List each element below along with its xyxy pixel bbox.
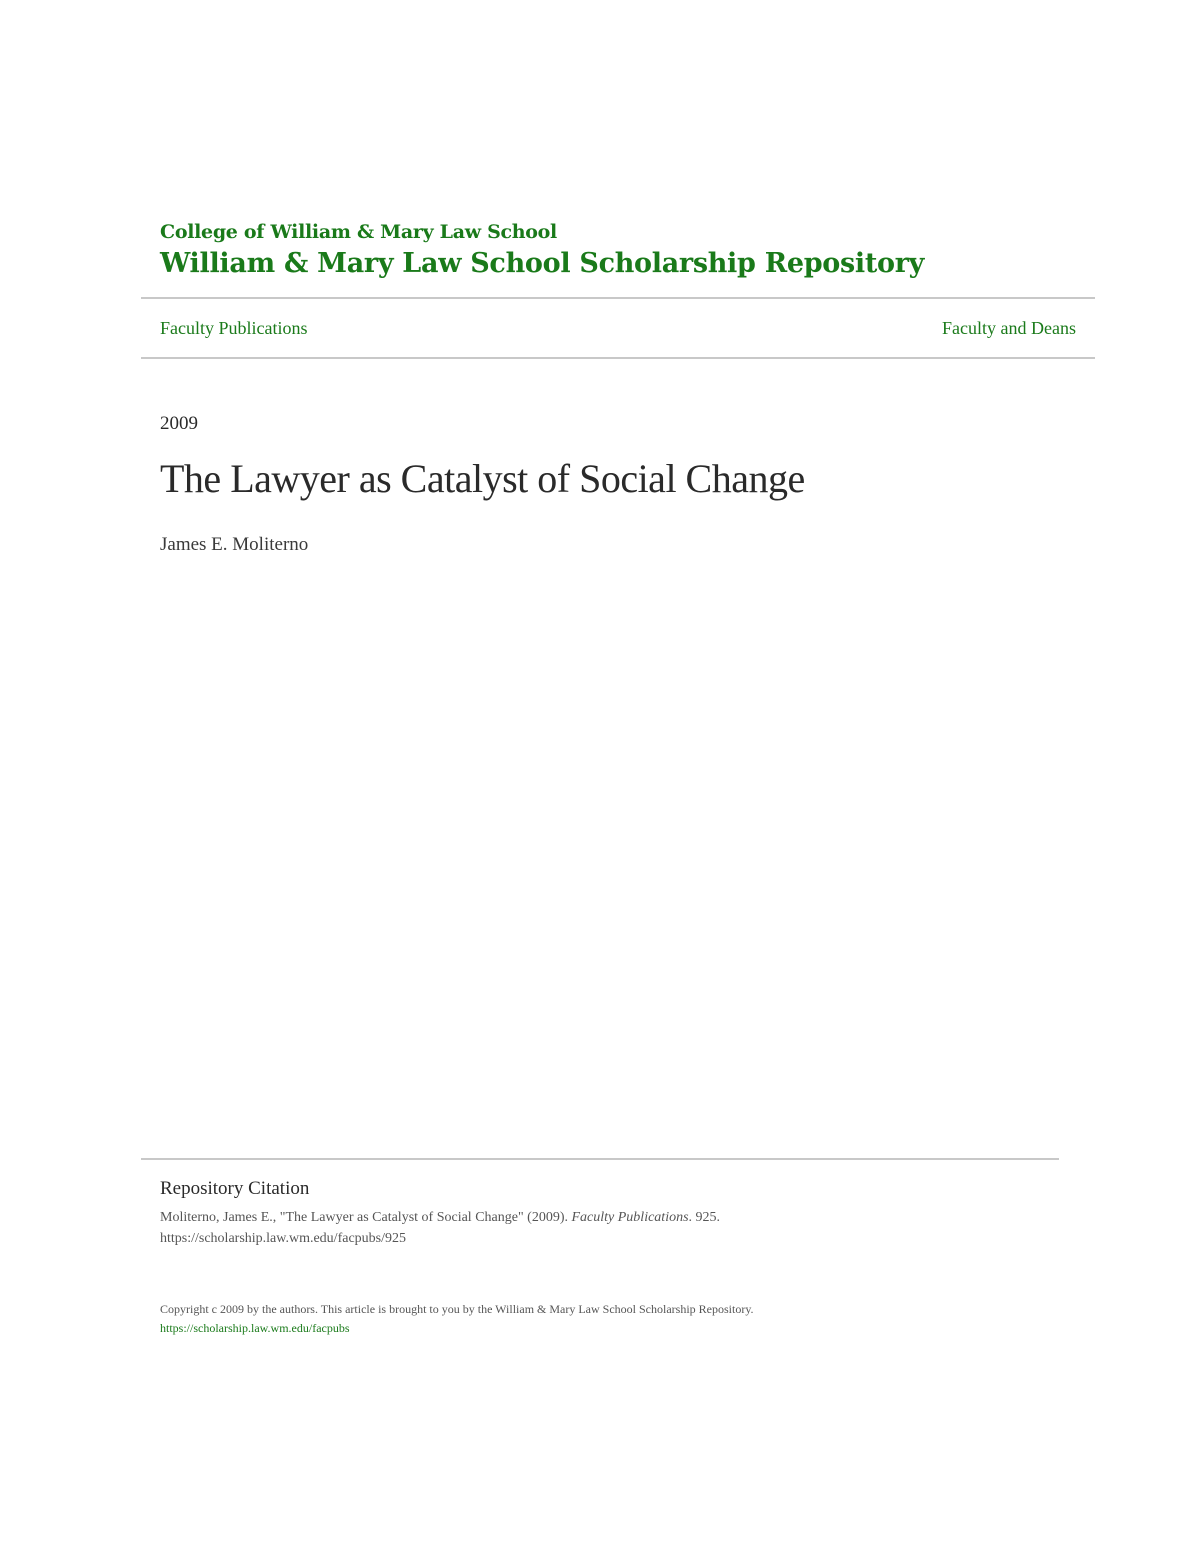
article-title: The Lawyer as Catalyst of Social Change [160,456,805,501]
article-author: James E. Moliterno [160,534,309,555]
citation-journal: Faculty Publications [571,1210,689,1225]
nav-divider [141,357,1095,359]
citation-divider [141,1158,1059,1160]
copyright-block [160,1300,1060,1338]
faculty-publications-link[interactable]: Faculty Publications [160,318,308,338]
college-name[interactable]: College of William & Mary Law School [160,221,557,243]
repository-header [160,220,924,282]
citation-text: Moliterno, James E., "The Lawyer as Catalyst of Social Change" (2009). [160,1210,568,1225]
publication-year: 2009 [160,413,198,434]
copyright-text: Copyright c 2009 by the authors. This article is brought to you by the William & Mary Law School Scholarship Repository. [160,1302,754,1316]
citation-block [160,1207,1040,1249]
header-divider [141,297,1095,299]
repository-name[interactable]: William & Mary Law School Scholarship Repository [160,248,925,279]
repository-link[interactable]: https://scholarship.law.wm.edu/facpubs [160,1321,350,1335]
citation-number: . 925. [688,1210,721,1225]
faculty-and-deans-link[interactable]: Faculty and Deans [942,318,1076,338]
citation-heading: Repository Citation [160,1178,310,1199]
citation-url: https://scholarship.law.wm.edu/facpubs/925 [160,1231,406,1246]
